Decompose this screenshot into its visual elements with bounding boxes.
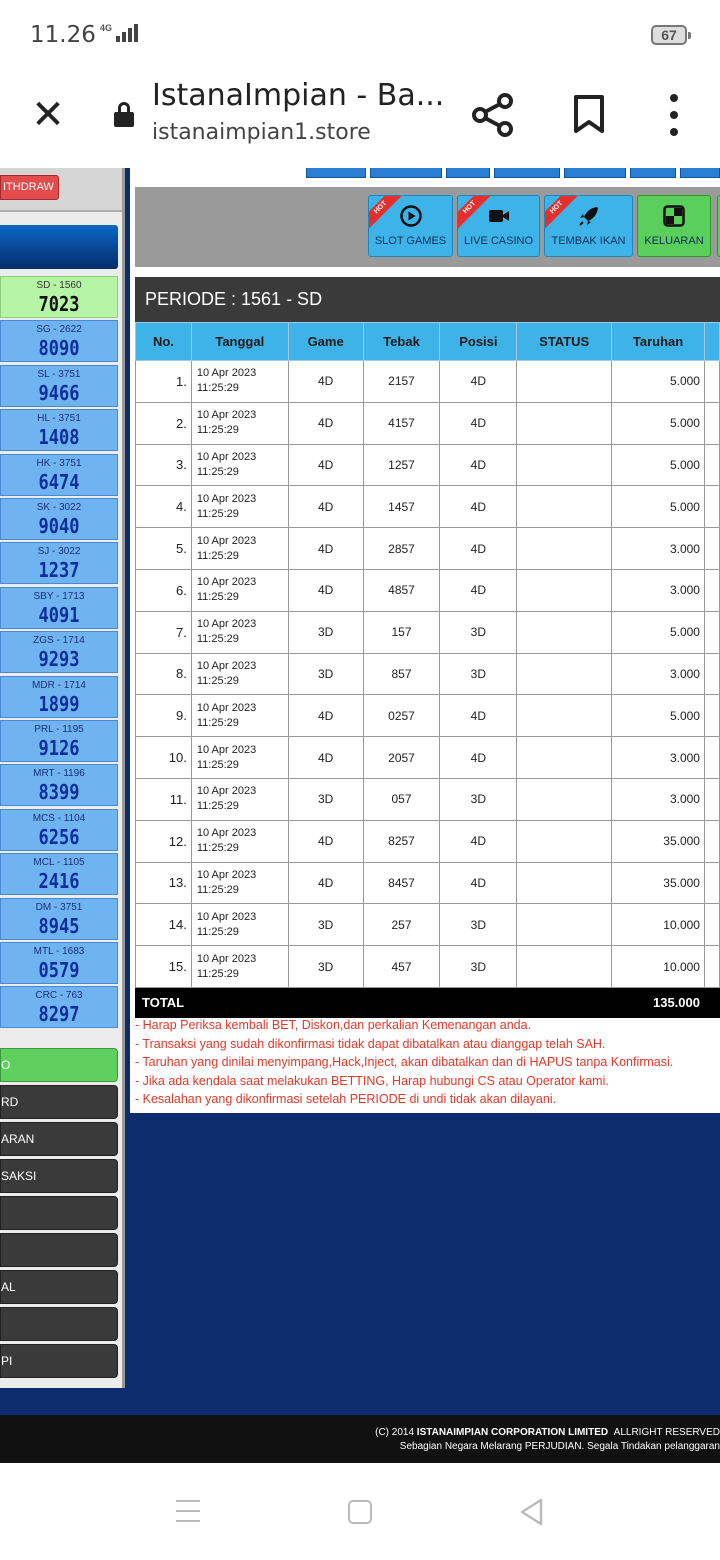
cell-posisi: 4D [440, 820, 517, 862]
cell-taruhan: 3.000 [612, 653, 705, 695]
video-camera-icon [487, 204, 511, 228]
result-number: 9126 [38, 736, 80, 760]
table-header-row [136, 323, 720, 361]
cell-taruhan: 3.000 [612, 778, 705, 820]
cell-game: 4D [288, 402, 363, 444]
cell-taruhan: 3.000 [612, 569, 705, 611]
status-time: 11.26 [30, 22, 96, 48]
result-market: SG - 2622 [36, 324, 82, 336]
total-value: 135.000 [612, 987, 705, 1017]
result-market: SBY - 1713 [33, 590, 85, 602]
col-header-tanggal: Tanggal [191, 323, 288, 361]
cell-tanggal [191, 444, 288, 486]
cell-time: 11:25:29 [196, 549, 239, 562]
table-row [136, 820, 720, 862]
result-market: HL - 3751 [37, 413, 81, 425]
cell-tebak: 457 [363, 946, 440, 988]
cell-taruhan: 5.000 [612, 444, 705, 486]
company-name: ISTANAIMPIAN CORPORATION LIMITED [416, 1427, 609, 1438]
battery-icon: 67 [651, 25, 687, 45]
table-row [136, 695, 720, 737]
cell-tebak: 2057 [363, 737, 440, 779]
table-row [136, 904, 720, 946]
result-number: 9293 [38, 647, 80, 672]
periode-header: PERIODE : 1561 - SD [135, 277, 720, 322]
table-row [136, 569, 720, 611]
cell-taruhan: 5.000 [612, 611, 705, 653]
col-header-tebak: Tebak [363, 323, 440, 361]
col-header-status: STATUS [517, 323, 612, 361]
hot-badge: HOT [457, 195, 492, 230]
cell-no: 5. [136, 528, 192, 570]
cell-tanggal [191, 737, 288, 779]
result-card[interactable] [0, 809, 118, 851]
cell-tebak: 4857 [363, 569, 440, 611]
tembak-ikan-label: TEMBAK IKAN [551, 235, 626, 247]
url-host[interactable]: istanaimpian1.store [152, 120, 371, 145]
cell-game: 4D [288, 569, 363, 611]
share-icon[interactable] [470, 92, 516, 138]
result-number: 8297 [38, 1002, 80, 1027]
cell-game: 4D [288, 528, 363, 570]
result-card[interactable] [0, 942, 118, 984]
cell-date: 10 Apr 2023 [196, 618, 257, 631]
result-card[interactable] [0, 631, 118, 673]
cell-status [517, 778, 612, 820]
result-number: 8399 [38, 780, 80, 805]
cell-posisi: 3D [440, 611, 517, 653]
col-header-taruhan: Taruhan [612, 323, 705, 361]
cell-status [517, 904, 612, 946]
signal-icon [100, 24, 138, 42]
cell-tanggal [191, 528, 288, 570]
result-number: 8945 [38, 913, 80, 938]
cell-tebak: 057 [363, 778, 440, 820]
cell-game: 3D [288, 904, 363, 946]
sidebar-menu-item[interactable]: ARAN [0, 1122, 118, 1156]
result-market: SL - 3751 [37, 368, 81, 380]
table-row [136, 778, 720, 820]
cell-date: 10 Apr 2023 [196, 701, 257, 714]
cell-status [517, 862, 612, 904]
cell-game: 3D [288, 778, 363, 820]
result-number: 8090 [38, 336, 80, 361]
result-market: ZGS - 1714 [33, 635, 85, 647]
result-number: 9466 [38, 380, 80, 405]
cell-tanggal [191, 653, 288, 695]
cell-no: 8. [136, 653, 192, 695]
cell-posisi: 3D [440, 946, 517, 988]
result-card[interactable] [0, 454, 118, 496]
cell-time: 11:25:29 [196, 842, 239, 855]
cell-time: 11:25:29 [196, 633, 239, 646]
cell-date: 10 Apr 2023 [196, 743, 257, 756]
cell-status [517, 946, 612, 988]
cell-tebak: 4157 [363, 402, 440, 444]
play-circle-icon [399, 204, 423, 228]
cell-game: 3D [288, 611, 363, 653]
live-casino-label: LIVE CASINO [463, 235, 534, 247]
note-item: - Harap Periksa kembali BET, Diskon,dan perkalian Kemenangan anda. [135, 1018, 532, 1032]
cell-status [517, 737, 612, 779]
note-item: - Kesalahan yang dikonfirmasi setelah PERIODE di undi tidak akan dilayani. [135, 1092, 557, 1107]
close-icon[interactable]: ✕ [31, 93, 65, 137]
cell-date: 10 Apr 2023 [196, 785, 257, 798]
result-market: MDR - 1714 [32, 679, 86, 691]
bets-table-body [136, 361, 720, 988]
table-row [136, 862, 720, 904]
sidebar-menu-item[interactable]: RD [0, 1085, 118, 1119]
note-item: - Jika ada kendala saat melakukan BETTING, Harap hubungi CS atau Operator kami. [135, 1073, 609, 1088]
cell-game: 4D [288, 820, 363, 862]
cell-status [517, 528, 612, 570]
result-card[interactable] [0, 676, 118, 718]
cell-posisi: 3D [440, 904, 517, 946]
table-row [136, 361, 720, 403]
col-header-game: Game [288, 323, 363, 361]
withdraw-button[interactable]: ITHDRAW [0, 175, 59, 200]
cell-game: 4D [288, 737, 363, 779]
cell-status [517, 444, 612, 486]
slot-games-label: SLOT GAMES [374, 235, 447, 247]
sidebar-menu-item[interactable]: SAKSI [0, 1159, 118, 1193]
cell-no: 6. [136, 569, 192, 611]
result-number: 1408 [38, 425, 80, 450]
sidebar-header [0, 225, 118, 269]
cell-taruhan: 35.000 [612, 820, 705, 862]
result-number: 2416 [38, 869, 80, 894]
table-row [136, 737, 720, 779]
cell-date: 10 Apr 2023 [196, 450, 257, 463]
cell-posisi: 4D [440, 862, 517, 904]
cell-game: 3D [288, 653, 363, 695]
cell-time: 11:25:29 [196, 674, 239, 687]
result-number: 7023 [38, 292, 80, 316]
result-market: SD - 1560 [36, 280, 82, 291]
result-market: MCL - 1105 [33, 857, 85, 869]
result-market: SK - 3022 [36, 502, 82, 513]
result-card[interactable] [0, 898, 118, 940]
rights-text: ALLRIGHT RESERVED [613, 1427, 720, 1438]
table-row [136, 528, 720, 570]
cell-tanggal [191, 778, 288, 820]
cell-taruhan: 35.000 [612, 862, 705, 904]
cell-taruhan: 3.000 [612, 737, 705, 779]
cell-no: 12. [136, 820, 192, 862]
cell-tanggal [191, 402, 288, 444]
grid-icon [662, 204, 686, 228]
result-card[interactable] [0, 365, 118, 407]
page-title[interactable]: IstanaImpian - Ba... [152, 78, 445, 113]
table-row [136, 444, 720, 486]
cell-posisi: 4D [440, 361, 517, 403]
col-header-no: No. [136, 323, 192, 361]
cell-time: 11:25:29 [196, 382, 239, 395]
browser-toolbar [0, 72, 720, 168]
result-market: MRT - 1196 [33, 768, 85, 780]
tembak-ikan-button[interactable] [544, 195, 633, 257]
cell-tebak: 157 [363, 611, 440, 653]
cell-taruhan: 5.000 [612, 402, 705, 444]
live-casino-button[interactable] [457, 195, 540, 257]
cell-game: 3D [288, 946, 363, 988]
copyright-prefix: (C) 2014 [375, 1427, 417, 1438]
cell-game: 4D [288, 486, 363, 528]
cell-no: 13. [136, 862, 192, 904]
cell-date: 10 Apr 2023 [196, 868, 257, 881]
cell-status [517, 361, 612, 403]
cell-game: 4D [288, 361, 363, 403]
result-card[interactable] [0, 276, 118, 318]
cell-no: 7. [136, 611, 192, 653]
cell-time: 11:25:29 [196, 424, 239, 437]
cell-date: 10 Apr 2023 [196, 827, 257, 840]
cell-time: 11:25:29 [196, 758, 239, 771]
home-icon[interactable] [348, 1500, 372, 1524]
cell-no: 1. [136, 361, 192, 403]
notes-list [135, 1016, 720, 1109]
lock-icon[interactable] [114, 102, 134, 126]
bets-table [135, 322, 720, 1018]
cell-status [517, 569, 612, 611]
cell-tebak: 1457 [363, 486, 440, 528]
cell-taruhan: 5.000 [612, 361, 705, 403]
cell-date: 10 Apr 2023 [196, 910, 257, 923]
game-buttons-bar [135, 187, 720, 267]
cell-no: 11. [136, 778, 192, 820]
result-market: PRL - 1195 [34, 724, 84, 735]
cell-no: 14. [136, 904, 192, 946]
hot-badge: HOT [544, 195, 579, 230]
network-type: 4G [100, 23, 113, 33]
cell-status [517, 820, 612, 862]
table-row [136, 611, 720, 653]
cell-time: 11:25:29 [196, 883, 239, 896]
cell-posisi: 4D [440, 695, 517, 737]
col-header-posisi: Posisi [440, 323, 517, 361]
col-header-cut [704, 323, 719, 361]
result-card[interactable] [0, 720, 118, 762]
keluaran-button[interactable] [637, 195, 711, 257]
cell-tanggal [191, 904, 288, 946]
cell-tebak: 1257 [363, 444, 440, 486]
result-card[interactable] [0, 320, 118, 362]
back-icon[interactable] [518, 1497, 544, 1527]
cell-game: 4D [288, 444, 363, 486]
cell-date: 10 Apr 2023 [196, 534, 257, 547]
table-row [136, 946, 720, 988]
cell-time: 11:25:29 [196, 800, 239, 813]
more-options-icon[interactable] [660, 94, 688, 136]
cell-tanggal [191, 946, 288, 988]
sidebar-menu-item[interactable] [0, 1233, 118, 1267]
table-row [136, 402, 720, 444]
cell-time: 11:25:29 [196, 716, 239, 729]
result-card[interactable] [0, 498, 118, 540]
cell-posisi: 4D [440, 737, 517, 779]
cell-date: 10 Apr 2023 [196, 952, 257, 965]
site-viewport [0, 168, 720, 1463]
sidebar-menu-item[interactable] [0, 1307, 118, 1341]
cell-date: 10 Apr 2023 [196, 659, 257, 672]
cell-tanggal [191, 695, 288, 737]
status-bar [0, 0, 720, 72]
cell-posisi: 4D [440, 569, 517, 611]
result-market: HK - 3751 [36, 457, 82, 469]
footer-line-1 [0, 1426, 720, 1440]
note-item: - Taruhan yang dinilai menyimpang,Hack,Inject, akan dibatalkan dan di HAPUS tanpa Konfirmasi. [135, 1055, 674, 1070]
result-number: 4091 [38, 602, 80, 627]
result-number: 1899 [38, 691, 80, 716]
cell-taruhan: 3.000 [612, 528, 705, 570]
cell-date: 10 Apr 2023 [196, 492, 257, 505]
cell-tanggal [191, 486, 288, 528]
total-row [136, 987, 720, 1017]
cell-taruhan: 5.000 [612, 486, 705, 528]
cell-tebak: 8457 [363, 862, 440, 904]
sidebar-top [0, 168, 122, 212]
cell-time: 11:25:29 [196, 925, 239, 938]
result-market: CRC - 763 [35, 990, 83, 1002]
cell-time: 11:25:29 [196, 591, 239, 604]
cell-posisi: 4D [440, 402, 517, 444]
cell-taruhan: 10.000 [612, 904, 705, 946]
main-content [130, 180, 720, 1113]
cell-tebak: 2857 [363, 528, 440, 570]
result-card[interactable] [0, 853, 118, 895]
total-label: TOTAL [136, 987, 612, 1017]
table-row [136, 486, 720, 528]
cell-taruhan: 10.000 [612, 946, 705, 988]
cell-tanggal [191, 820, 288, 862]
result-card[interactable] [0, 986, 118, 1028]
sidebar-menu-item[interactable] [0, 1196, 118, 1230]
cell-date: 10 Apr 2023 [196, 367, 257, 380]
cell-no: 4. [136, 486, 192, 528]
cell-date: 10 Apr 2023 [196, 576, 257, 589]
cell-time: 11:25:29 [196, 967, 239, 980]
result-market: SJ - 3022 [37, 546, 81, 558]
cell-tebak: 857 [363, 653, 440, 695]
site-footer [0, 1415, 720, 1463]
cell-status [517, 402, 612, 444]
footer-line-2: Sebagian Negara Melarang PERJUDIAN. Segala Tindakan pelanggaran [399, 1441, 720, 1452]
cell-posisi: 4D [440, 444, 517, 486]
rocket-icon [577, 204, 601, 228]
recent-apps-icon[interactable] [176, 1500, 200, 1522]
cell-status [517, 695, 612, 737]
bookmark-icon[interactable] [572, 94, 606, 134]
cell-tanggal [191, 569, 288, 611]
cell-tebak: 257 [363, 904, 440, 946]
sidebar-menu-item[interactable]: PI [0, 1344, 118, 1378]
result-number: 1237 [38, 558, 80, 583]
result-card[interactable] [0, 542, 118, 584]
cell-game: 4D [288, 695, 363, 737]
cell-tanggal [191, 862, 288, 904]
table-row [136, 653, 720, 695]
sidebar-menu-item[interactable]: AL [0, 1270, 118, 1304]
cell-tanggal [191, 361, 288, 403]
result-number: 6256 [38, 824, 80, 849]
slot-games-button[interactable] [368, 195, 453, 257]
hot-badge: HOT [368, 195, 403, 230]
result-number: 9040 [38, 514, 80, 538]
cell-no: 2. [136, 402, 192, 444]
cell-game: 4D [288, 862, 363, 904]
cell-time: 11:25:29 [196, 507, 239, 520]
cell-posisi: 3D [440, 778, 517, 820]
result-card[interactable] [0, 409, 118, 451]
cell-tebak: 2157 [363, 361, 440, 403]
cell-taruhan: 5.000 [612, 695, 705, 737]
cell-status [517, 653, 612, 695]
keluaran-label: KELUARAN [644, 235, 704, 247]
cell-no: 9. [136, 695, 192, 737]
cell-tanggal [191, 611, 288, 653]
cell-status [517, 486, 612, 528]
cell-posisi: 4D [440, 486, 517, 528]
result-market: DM - 3751 [35, 901, 83, 913]
cell-no: 10. [136, 737, 192, 779]
sidebar-menu-item[interactable]: O [0, 1048, 118, 1082]
android-nav-bar [0, 1463, 720, 1560]
cell-status [517, 611, 612, 653]
cell-time: 11:25:29 [196, 465, 239, 478]
result-market: MCS - 1104 [32, 812, 86, 824]
cell-no: 3. [136, 444, 192, 486]
cell-tebak: 8257 [363, 820, 440, 862]
cell-date: 10 Apr 2023 [196, 409, 257, 422]
result-card[interactable] [0, 587, 118, 629]
cell-posisi: 3D [440, 653, 517, 695]
cell-tebak: 0257 [363, 695, 440, 737]
result-card[interactable] [0, 764, 118, 806]
cell-no: 15. [136, 946, 192, 988]
note-item: - Transaksi yang sudah dikonfirmasi tidak dapat dibatalkan atau dianggap telah SAH. [135, 1036, 606, 1051]
result-market: MTL - 1683 [33, 946, 85, 957]
result-number: 6474 [38, 469, 80, 494]
cell-posisi: 4D [440, 528, 517, 570]
result-number: 0579 [38, 958, 80, 982]
left-sidebar [0, 168, 125, 1388]
